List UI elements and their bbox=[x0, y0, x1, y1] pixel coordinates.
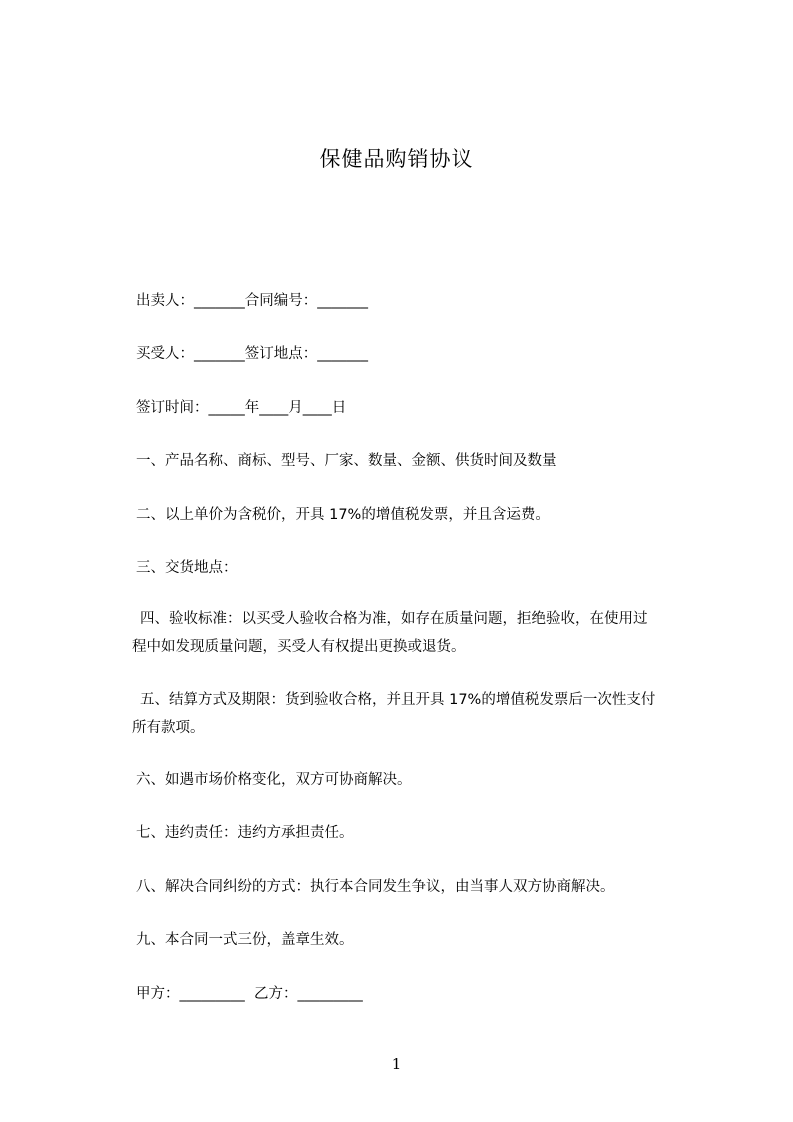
document-title: 保健品购销协议 bbox=[319, 147, 474, 171]
clause-8: 八、解决合同纠纷的方式：执行本合同发生争议，由当事人双方协商解决。 bbox=[136, 879, 615, 895]
clause-4-line-2: 程中如发现质量问题，买受人有权提出更换或退货。 bbox=[132, 639, 466, 655]
clause-2: 二、以上单价为含税价，开具 17%的增值税发票，并且含运费。 bbox=[136, 507, 550, 523]
clause-3: 三、交货地点： bbox=[136, 560, 238, 576]
clause-5-line-1: 五、结算方式及期限：货到验收合格，并且开具 17%的增值税发票后一次性支付 bbox=[140, 692, 656, 708]
buyer-line: 买受人：_______签订地点：_______ bbox=[136, 346, 368, 362]
clause-1: 一、产品名称、商标、型号、厂家、数量、金额、供货时间及数量 bbox=[136, 453, 557, 469]
seller-line: 出卖人：_______合同编号：_______ bbox=[136, 293, 368, 309]
clause-9: 九、本合同一式三份，盖章生效。 bbox=[136, 932, 354, 948]
signature-line: 甲方：_________ 乙方：_________ bbox=[136, 986, 363, 1002]
clause-4-line-1: 四、验收标准：以买受人验收合格为准，如存在质量问题，拒绝验收，在使用过 bbox=[140, 611, 648, 627]
clause-5 bbox=[132, 686, 701, 742]
clause-5-line-2: 所有款项。 bbox=[132, 720, 205, 736]
sign-time-line: 签订时间：_____年____月____日 bbox=[136, 400, 347, 416]
clause-7: 七、违约责任：违约方承担责任。 bbox=[136, 825, 354, 841]
clause-4 bbox=[132, 605, 701, 661]
clause-6: 六、如遇市场价格变化，双方可协商解决。 bbox=[136, 772, 412, 788]
page-number: 1 bbox=[391, 1055, 402, 1073]
